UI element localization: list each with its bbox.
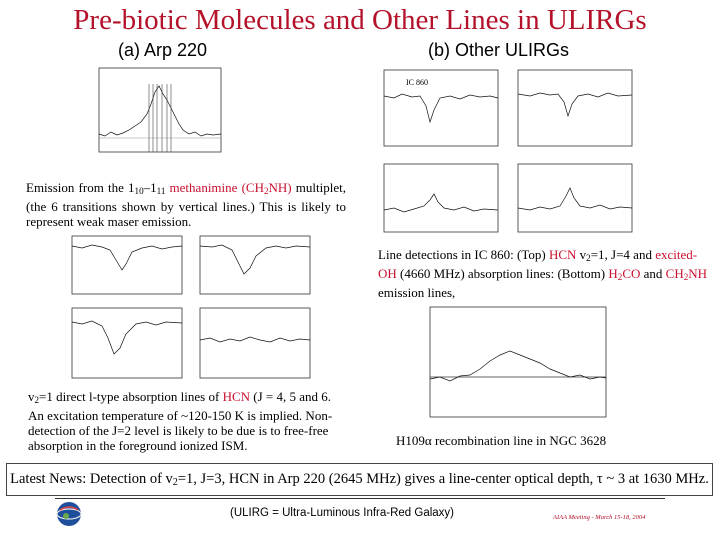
news-sub: 2 xyxy=(172,477,178,488)
caption-methanimine-mid: –1 xyxy=(143,180,157,195)
plot-hcn-j2 xyxy=(190,304,314,384)
caption-methanimine-red-sub: 2 xyxy=(263,186,269,196)
plot-hcn-j6 xyxy=(62,304,186,384)
news-part2: =1, J=3, HCN in Arp 220 (2645 MHz) gives a line-center optical depth, τ ~ 3 at 1630 MHz. xyxy=(177,471,709,487)
caption-ic860-red1: HCN xyxy=(548,247,577,262)
caption-methanimine-sub2: 11 xyxy=(156,186,166,196)
slide-title: Pre-biotic Molecules and Other Lines in ULIRGs xyxy=(73,4,647,36)
subtitle-other-ulirgs: (b) Other ULIRGs xyxy=(428,40,570,60)
plot-ngc3628-h109a xyxy=(420,303,610,423)
caption-ic860-red3-end: CO xyxy=(622,266,641,281)
caption-hcn-part2: (J = 4, 5 and 6. An excitation temperature of ~120-150 K is implied. Non-detection of the J=2 level is likely to be due is to free-free absorption in the foreground ionized ISM. xyxy=(28,389,333,453)
caption-methanimine-part1: Emission from the 1 xyxy=(26,180,135,195)
nrao-globe-logo-icon xyxy=(55,500,83,528)
caption-ic860-red4-sub: 2 xyxy=(683,272,689,282)
caption-methanimine-red-end: NH) xyxy=(268,180,292,195)
caption-ic860-part2: v xyxy=(576,247,587,262)
plot-label-ic860: IC 860 xyxy=(406,78,428,87)
caption-methanimine-sub1: 10 xyxy=(134,186,144,196)
spectrum-ic860-ch2nh xyxy=(506,160,636,240)
spectrum-hcn-j6 xyxy=(62,304,186,384)
spectrum-hcn-j5 xyxy=(190,232,314,300)
plot-arp220-methanimine xyxy=(85,64,225,184)
footer-text: (ULIRG = Ultra-Luminous Infra-Red Galaxy) xyxy=(230,507,455,519)
caption-methanimine-part2: multiplet, (the 6 transitions shown by vertical lines.) This is likely to represent weak maser emission. xyxy=(26,180,346,229)
spectrum-hcn-j4 xyxy=(62,232,186,300)
caption-h109: H109α recombination line in NGC 3628 xyxy=(396,433,607,448)
subtitle-arp220: (a) Arp 220 xyxy=(118,40,208,60)
caption-methanimine xyxy=(26,180,346,229)
spectrum-ngc3628-h109a xyxy=(420,303,610,423)
spectrum-ic860-oh xyxy=(506,66,636,154)
caption-hcn-part1: =1 direct l-type absorption lines of xyxy=(39,389,223,404)
plot-hcn-j5 xyxy=(190,232,314,300)
caption-ic860-part6: emission lines, xyxy=(378,285,456,300)
latest-news-box xyxy=(6,463,713,496)
footer-divider xyxy=(55,498,665,499)
caption-ic860 xyxy=(378,247,713,300)
caption-methanimine-red: methanimine (CH xyxy=(165,180,264,195)
spectrum-hcn-j2 xyxy=(190,304,314,384)
spectrum-ic860-h2co xyxy=(372,160,502,240)
caption-ic860-red3: H xyxy=(608,266,618,281)
plot-ic860-hcn xyxy=(372,66,502,154)
plot-ic860-oh xyxy=(506,66,636,154)
caption-hcn-v-sub: 2 xyxy=(34,395,40,405)
caption-hcn-red: HCN xyxy=(222,389,251,404)
caption-ic860-red4: CH xyxy=(665,266,684,281)
plot-ic860-h2co xyxy=(372,160,502,240)
caption-hcn-v: v xyxy=(28,389,35,404)
plot-ic860-ch2nh xyxy=(506,160,636,240)
spectrum-ic860-hcn xyxy=(372,66,502,154)
caption-ic860-part5: and xyxy=(640,266,666,281)
meeting-label: AIAA Meeting - March 15-18, 2004 xyxy=(553,514,646,521)
caption-ic860-part3: =1, J=4 and xyxy=(590,247,656,262)
news-part1: Latest News: Detection of v xyxy=(10,471,173,487)
caption-ic860-part2-sub: 2 xyxy=(586,253,591,263)
caption-ic860-part4: (4660 MHz) absorption lines: (Bottom) xyxy=(396,266,609,281)
caption-hcn xyxy=(28,389,348,453)
spectrum-arp220-methanimine xyxy=(85,64,225,184)
caption-ic860-red2: excited-OH xyxy=(378,247,698,281)
caption-ic860-red3-sub: 2 xyxy=(617,272,623,282)
caption-ic860-part1: Line detections in IC 860: (Top) xyxy=(378,247,549,262)
caption-ic860-red4-end: NH xyxy=(688,266,708,281)
plot-hcn-j4 xyxy=(62,232,186,300)
